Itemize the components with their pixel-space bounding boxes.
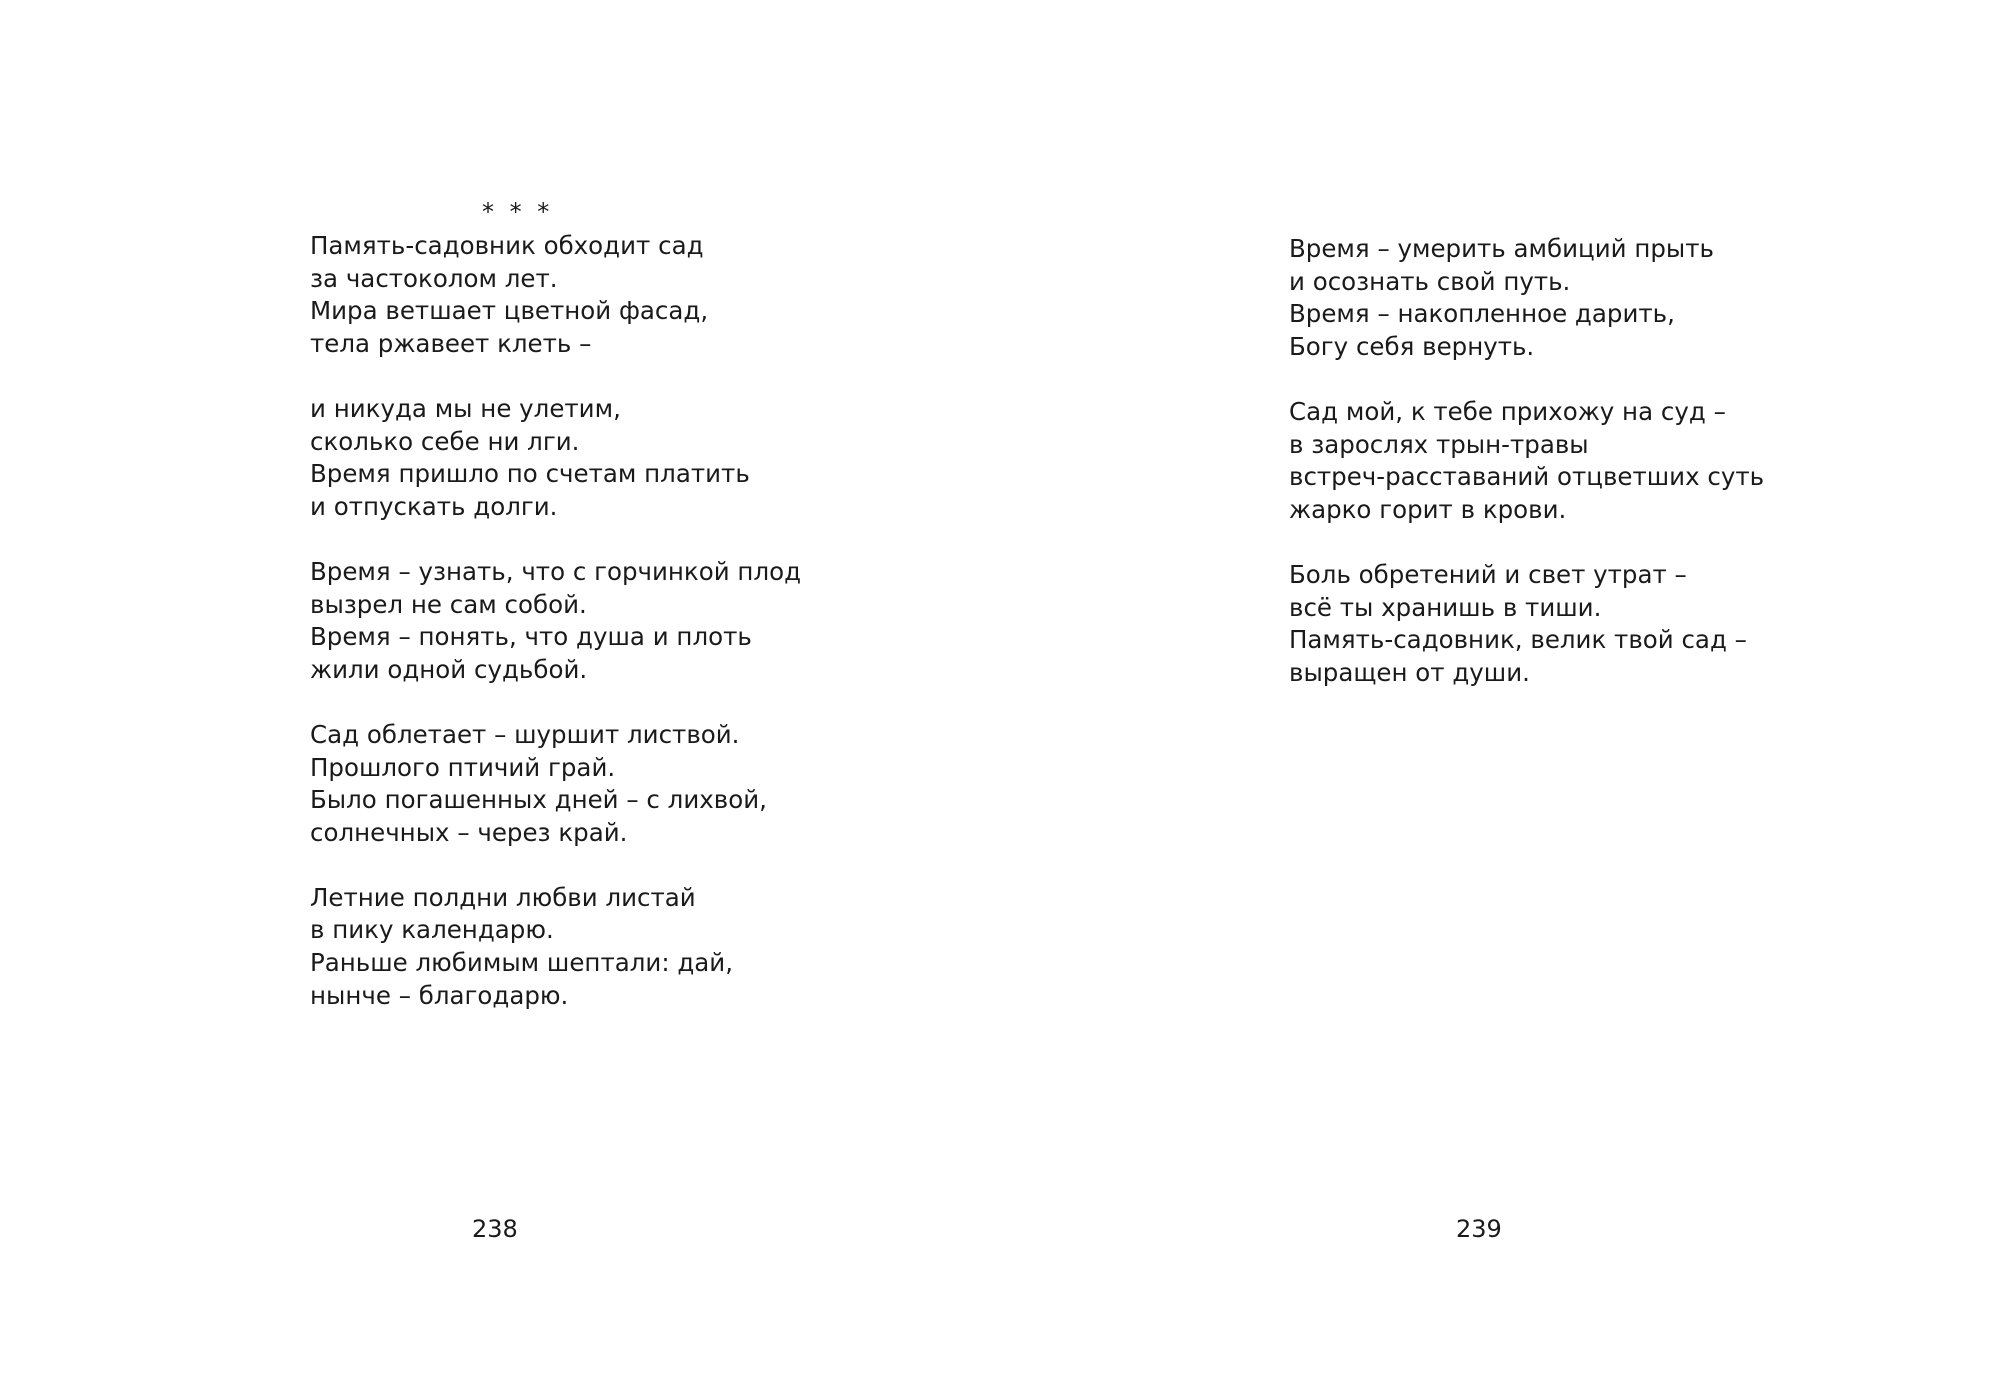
verse-line: Мира ветшает цветной фасад, (310, 296, 709, 326)
verse-line: Сад мой, к тебе прихожу на суд – (1289, 396, 1726, 426)
page-number-left: 238 (472, 1215, 518, 1243)
verse-line: в зарослях трын-травы (1289, 429, 1589, 459)
stanza (1289, 233, 1764, 363)
stanza (1289, 396, 1764, 526)
verse-line: в пику календарю. (310, 915, 554, 945)
section-separator: * * * (482, 198, 554, 226)
page-number-right: 239 (1456, 1215, 1502, 1243)
verse-line: сколько себе ни лги. (310, 426, 580, 456)
poem-text-left (310, 230, 801, 1012)
verse-line: Было погашенных дней – с лихвой, (310, 785, 767, 815)
stanza (310, 882, 801, 1012)
left-page (0, 0, 1004, 1386)
verse-line: выращен от души. (1289, 657, 1530, 687)
verse-line: Боль обретений и свет утрат – (1289, 559, 1687, 589)
stanza (310, 393, 801, 523)
verse-line: Раньше любимым шептали: дай, (310, 948, 734, 978)
verse-line: Время пришло по счетам платить (310, 459, 750, 489)
verse-line: Время – умерить амбиций прыть (1289, 234, 1714, 263)
stanza (310, 230, 801, 360)
verse-line: нынче – благодарю. (310, 980, 569, 1010)
verse-line: вызрел не сам собой. (310, 589, 587, 619)
stanza (310, 556, 801, 686)
verse-line: Память-садовник, велик твой сад – (1289, 625, 1747, 655)
verse-line: Богу себя вернуть. (1289, 331, 1535, 361)
verse-line: Время – понять, что душа и плоть (310, 622, 752, 652)
poem-text-right (1289, 233, 1764, 689)
verse-line: Время – накопленное дарить, (1289, 299, 1675, 329)
verse-line: Память-садовник обходит сад (310, 231, 704, 260)
verse-line: и осознать свой путь. (1289, 266, 1571, 296)
verse-line: Летние полдни любви листай (310, 882, 696, 912)
verse-line: жили одной судьбой. (310, 654, 588, 684)
verse-line: за частоколом лет. (310, 263, 558, 293)
verse-line: Сад облетает – шуршит листвой. (310, 719, 740, 749)
verse-line: и отпускать долги. (310, 491, 558, 521)
stanza (310, 719, 801, 849)
verse-line: встреч-расставаний отцветших суть (1289, 462, 1765, 492)
verse-line: и никуда мы не улетим, (310, 393, 621, 423)
verse-line: Прошлого птичий грай. (310, 752, 616, 782)
right-page (1004, 0, 2009, 1386)
stanza (1289, 559, 1764, 689)
verse-line: всё ты хранишь в тиши. (1289, 592, 1602, 622)
verse-line: жарко горит в крови. (1289, 494, 1567, 524)
verse-line: солнечных – через край. (310, 817, 628, 847)
verse-line: тела ржавеет клеть – (310, 328, 592, 358)
verse-line: Время – узнать, что с горчинкой плод (310, 556, 802, 586)
